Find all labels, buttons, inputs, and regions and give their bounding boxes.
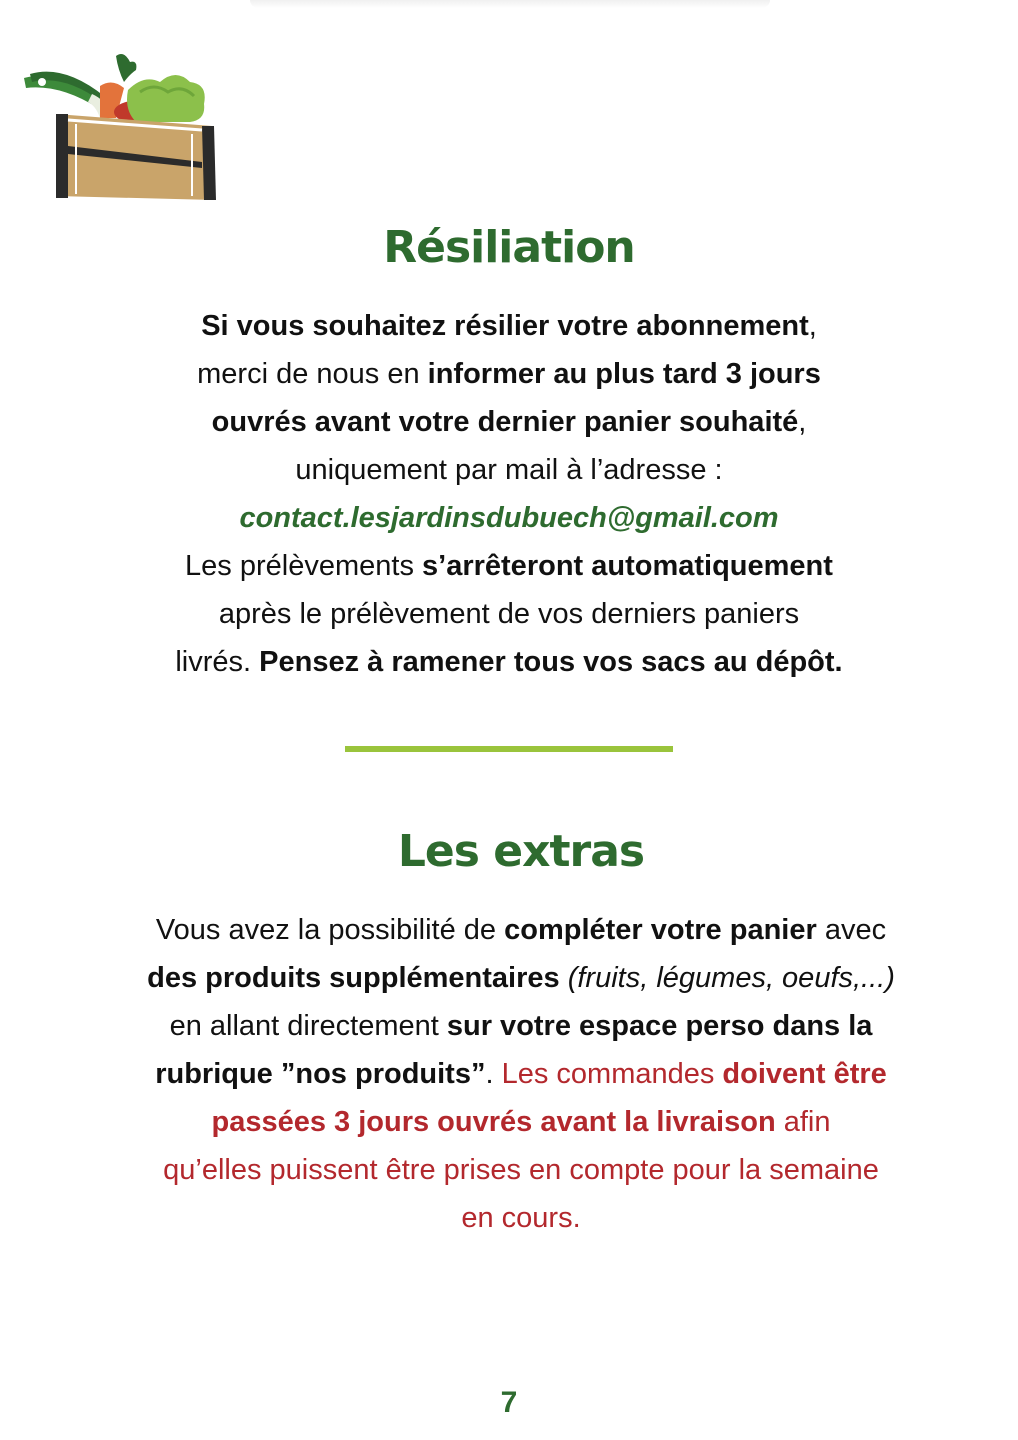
resiliation-line-7 [100, 590, 918, 638]
extras-line-5 [60, 1098, 982, 1146]
extras-line-3 [60, 1002, 982, 1050]
extras-title: Les extras [397, 826, 645, 877]
bold-text: Si vous souhaitez résilier votre abonnement [201, 310, 809, 342]
extras-line-4 [60, 1050, 982, 1098]
vegetable-crate-logo [20, 48, 220, 204]
text: merci de nous en [197, 358, 428, 390]
text: livrés. [175, 646, 260, 678]
resiliation-line-3 [100, 398, 918, 446]
text: Vous avez la possibilité de [155, 914, 505, 946]
red-bold-text: doivent être [722, 1058, 887, 1090]
resiliation-line-4 [100, 446, 918, 494]
top-shadow [250, 0, 770, 8]
bold-text: des produits supplémentaires [147, 962, 560, 994]
resiliation-line-2 [100, 350, 918, 398]
bold-text: sur votre espace perso dans la [446, 1010, 873, 1042]
red-text: Les commandes [501, 1058, 723, 1090]
bold-text: informer au plus tard 3 jours [427, 358, 821, 390]
page-number: 7 [500, 1386, 518, 1419]
bold-text: s’arrêteront automatiquement [422, 550, 833, 582]
bold-text: Pensez à ramener tous vos sacs au dépôt. [259, 646, 843, 678]
red-text: en cours. [461, 1202, 581, 1234]
text: en allant directement [169, 1010, 447, 1042]
red-text: afin [775, 1106, 831, 1138]
resiliation-line-5 [100, 494, 918, 542]
red-bold-text: passées 3 jours ouvrés avant la livraison [211, 1106, 776, 1138]
bold-text: rubrique ”nos produits” [155, 1058, 486, 1090]
text: , [808, 310, 817, 342]
email-link[interactable]: contact.lesjardinsdubuech@gmail.com [239, 502, 779, 534]
resiliation-line-6 [100, 542, 918, 590]
extras-paragraph [60, 906, 982, 1242]
text: uniquement par mail à l’adresse : [295, 454, 723, 486]
red-text: qu’elles puissent être prises en compte pour la semaine [163, 1154, 879, 1186]
section-divider [345, 746, 673, 752]
text: Les prélèvements [185, 550, 423, 582]
text: , [798, 406, 807, 438]
text: avec [816, 914, 887, 946]
text: après le prélèvement de vos derniers paniers [218, 598, 800, 630]
resiliation-title: Résiliation [383, 222, 635, 273]
extras-line-6 [60, 1146, 982, 1194]
extras-line-1 [60, 906, 982, 954]
bold-text: ouvrés avant votre dernier panier souhaité [211, 406, 799, 438]
italic-text: (fruits, légumes, oeufs,...) [559, 962, 895, 994]
bold-text: compléter votre panier [504, 914, 817, 946]
text: . [485, 1058, 502, 1090]
extras-line-7 [60, 1194, 982, 1242]
resiliation-paragraph [100, 302, 918, 686]
resiliation-line-8 [100, 638, 918, 686]
resiliation-line-1 [100, 302, 918, 350]
extras-line-2 [60, 954, 982, 1002]
